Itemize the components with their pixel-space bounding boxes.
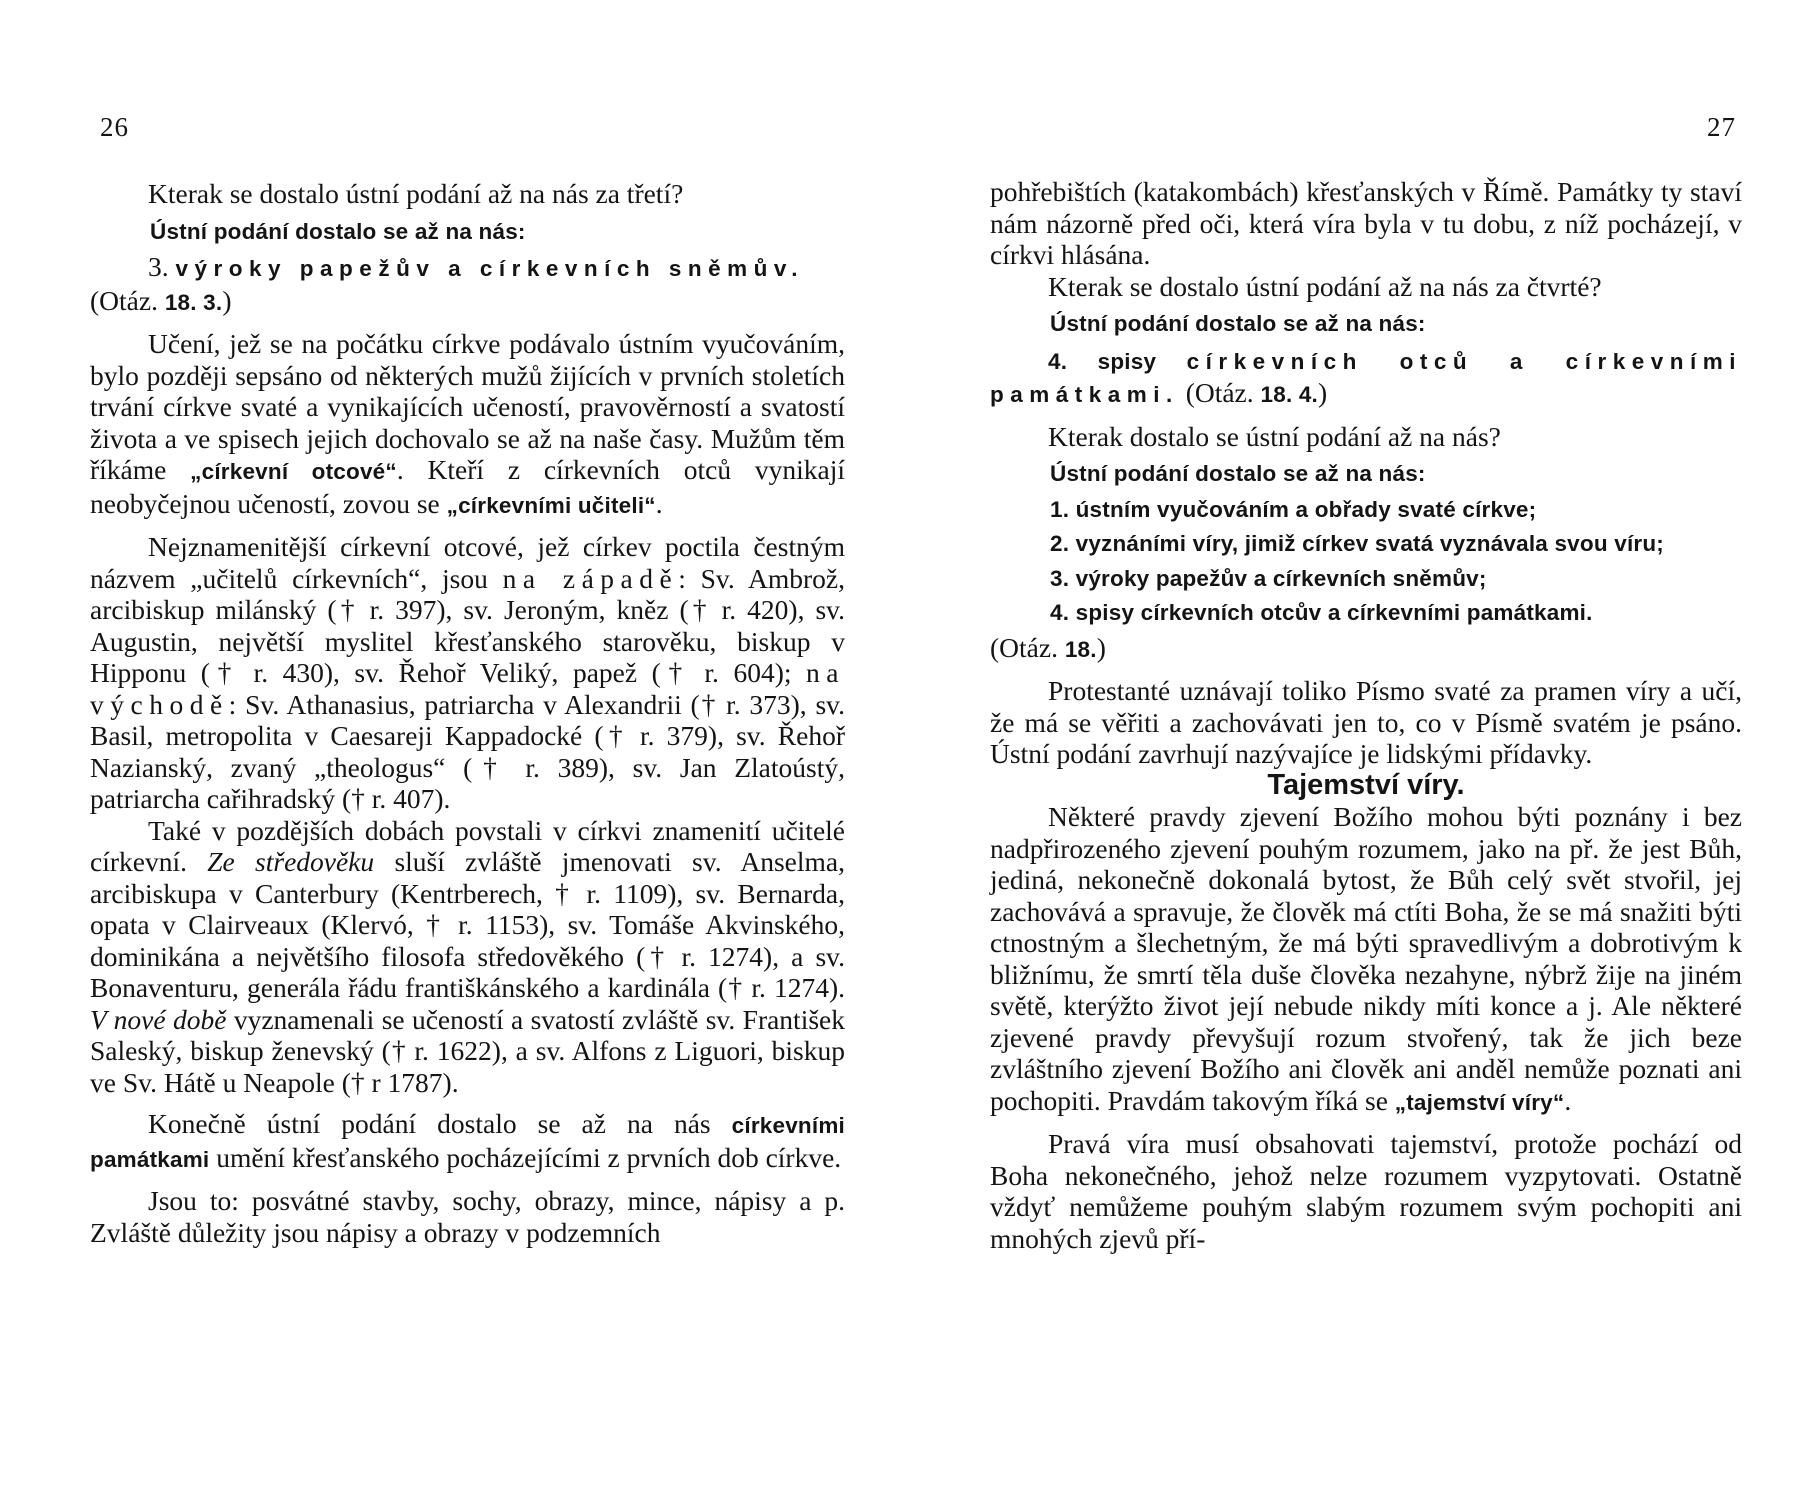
paragraph-monuments-list: Jsou to: posvátné stavby, sochy, obrazy, mince, nápisy a p. Zvláště důležity jsou nápisy a obrazy v podzemních xyxy=(90,1185,845,1248)
paragraph-church-fathers xyxy=(90,328,845,521)
paragraph-doctors-list xyxy=(90,531,845,815)
question-fourth: Kterak se dostalo ústní podání až na nás za čtvrté? xyxy=(1048,270,1602,302)
paragraph-text: Některé pravdy zjevení Božího mohou býti poznány i bez nadpřirozeného zjevení pouhým rozumem, jako na př. že jest Bůh, jediná, nekonečně dokonalá bytost, že Bůh celý svět stvořil, jej zachovává a spravuje, že člověk má ctíti Boha, že se má snažiti býti ctnostným a šlechetným, že má býti spravedlivým a dobrotivým k bližnímu, že smrtí těla duše člověka nezahyne, nýbrž žije na jiném světě, kterýžto život její nebude nikdy míti konce a j. Ale některé zjevené pravdy převyšují rozum stvořený, tak že jich beze zvláštního zjevení Božího ani člověk ani anděl nemůže poznati ani pochopiti. Pravdám takovým říká se xyxy=(990,801,1742,1116)
paragraph-text: : Sv. Athanasius, patriarcha v Alexandrii († r. 373), sv. Basil, metropolita v Caesareji Kappadocké († r. 379), sv. Řehoř Nazianský, zvaný „theologus“ († r. 389), sv. Jan Zlatoústý, patriarcha cařihradský († r. 407). xyxy=(90,688,845,814)
paragraph-catacombs: pohřebištích (katakombách) křesťanských v Římě. Památky ty staví nám názorně před oči, která víra byla v tu dobu, z níž pocházejí, v církvi hlásána. xyxy=(990,176,1742,270)
reference-open: (Otáz. xyxy=(1178,377,1261,408)
term-middle-ages: Ze středověku xyxy=(207,846,375,877)
paragraph-text: umění křesťanského pocházejícími z prvních dob církve. xyxy=(209,1141,842,1173)
answer-item-text: výroky papežův a církevních sněmův. xyxy=(175,256,805,281)
paragraph-text: Také v pozdějších dobách povstali v církvi znamenití učitelé církevní. xyxy=(90,814,845,877)
reference-number: 18. xyxy=(1064,636,1097,662)
answer-item-text: církevních otců a církevními památkami. xyxy=(990,348,1742,407)
answer-lead-summary: Ústní podání dostalo se až na nás: xyxy=(1050,461,1426,486)
answer-summary-item-1: 1. ústním vyučováním a obřady svaté církve; xyxy=(1050,496,1537,522)
paragraph-mysteries xyxy=(990,801,1742,1118)
paragraph-text: . xyxy=(1564,1084,1572,1116)
reference-number: 18. 3. xyxy=(164,289,223,315)
answer-summary-item-3: 3. výroky papežův a církevních sněmův; xyxy=(1050,565,1487,591)
term-modern-age: V nové době xyxy=(90,1003,227,1035)
question-reference-third xyxy=(90,285,845,319)
reference-close: ) xyxy=(1318,377,1328,408)
reference-open: (Otáz. xyxy=(90,284,165,316)
answer-item-number: 4. spisy xyxy=(1048,348,1187,374)
paragraph-text: Nejznamenitější církevní otcové, jež církev poctila čestným názvem „učitelů církevních“, jsou xyxy=(90,531,845,594)
right-page-body xyxy=(990,176,1742,1254)
question-reference-summary xyxy=(990,632,1742,666)
right-page xyxy=(990,0,1742,1501)
answer-summary-item-4: 4. spisy církevních otcův a církevními památkami. xyxy=(1050,600,1593,625)
answer-summary-item-2: 2. vyznáními víry, jimiž církev svatá vyznávala svou víru; xyxy=(1050,531,1664,556)
paragraph-protestants: Protestanté uznávají toliko Písmo svaté za pramen víry a učí, že má se věřiti a zachovávati jen to, co v Písmě svatém je psáno. Ústní podání zavrhují nazývajíce je lidskými přídavky. xyxy=(990,675,1742,769)
term-church-teachers: „církevními učiteli“ xyxy=(446,492,656,518)
paragraph-later-teachers xyxy=(90,815,845,1099)
term-church-monuments: církevními památkami xyxy=(90,1113,845,1172)
term-mysteries-of-faith: „tajemství víry“ xyxy=(1394,1089,1565,1115)
paragraph-text: vyznamenali se učeností a svatostí zvláště sv. František Saleský, biskup ženevský († r. 1622), a sv. Alfons z Liguori, biskup ve Sv. Hátě u Neapole († r 1787). xyxy=(90,1003,845,1098)
paragraph-text: Učení, jež se na počátku církve podávalo ústním vyučováním, bylo později sepsáno od některých mužů žijících v prvních stoletích trvání církve svaté a vynikajících učeností, pravověrností a svatostí života a ve spisech jejich dochovalo se až na naše časy. Mužům těm říkáme xyxy=(90,328,845,485)
answer-lead-third: Ústní podání dostalo se až na nás: xyxy=(150,218,526,244)
question-summary: Kterak dostalo se ústní podání až na nás? xyxy=(1048,420,1501,452)
answer-item-third xyxy=(90,251,845,285)
reference-close: ) xyxy=(1096,631,1106,663)
paragraph-text: Konečně ústní podání dostalo se až na nás xyxy=(148,1108,732,1139)
term-east: na východě xyxy=(90,657,845,720)
section-heading: Tajemství víry. xyxy=(1267,768,1465,801)
left-page-body xyxy=(90,178,845,1248)
reference-close: ) xyxy=(222,284,232,316)
question-third: Kterak se dostalo ústní podání až na nás za třetí? xyxy=(148,178,684,209)
term-west: na západě xyxy=(502,562,679,594)
answer-item-number: 3. xyxy=(148,251,176,282)
term-church-fathers: „církevní otcové“ xyxy=(190,459,397,484)
reference-open: (Otáz. xyxy=(990,631,1065,663)
answer-lead-fourth: Ústní podání dostalo se až na nás: xyxy=(1050,311,1426,336)
paragraph-text: . Kteří z církevních otců vynikají neobyčejnou učeností, zovou se xyxy=(90,454,845,519)
paragraph-text: sluší zvláště jmenovati sv. Anselma, arcibiskupa v Canterbury (Kentrberech, † r. 1109), sv. Bernarda, opata v Clairveaux (Klervó, † r. 1153), sv. Tomáše Akvinského, dominikána a největšího filosofa středověkého († r. 1274), a sv. Bonaventuru, generála řádu františkánského a kardinála († r. 1274). xyxy=(90,846,845,1003)
reference-number: 18. 4. xyxy=(1260,382,1319,407)
page-number-right: 27 xyxy=(1707,112,1736,142)
paragraph-church-monuments xyxy=(90,1108,845,1175)
answer-item-fourth xyxy=(990,344,1742,411)
paragraph-text: : Sv. Ambrož, arcibiskup milánský († r. 397), sv. Jeroným, kněz († r. 420), sv. Augustin, největší myslitel křesťanského starověku, biskup v Hipponu († r. 430), sv. Řehoř Veliký, papež († r. 604); xyxy=(90,562,846,688)
paragraph-text: . xyxy=(655,487,663,519)
paragraph-true-faith: Pravá víra musí obsahovati tajemství, protože pochází od Boha nekonečného, jehož nelze rozumem vyzpytovati. Ostatně vždyť nemůžeme pouhým slabým rozumem svým pochopiti ani mnohých zjevů pří- xyxy=(990,1128,1742,1254)
left-page xyxy=(90,0,845,1501)
page-number-left: 26 xyxy=(100,112,129,142)
